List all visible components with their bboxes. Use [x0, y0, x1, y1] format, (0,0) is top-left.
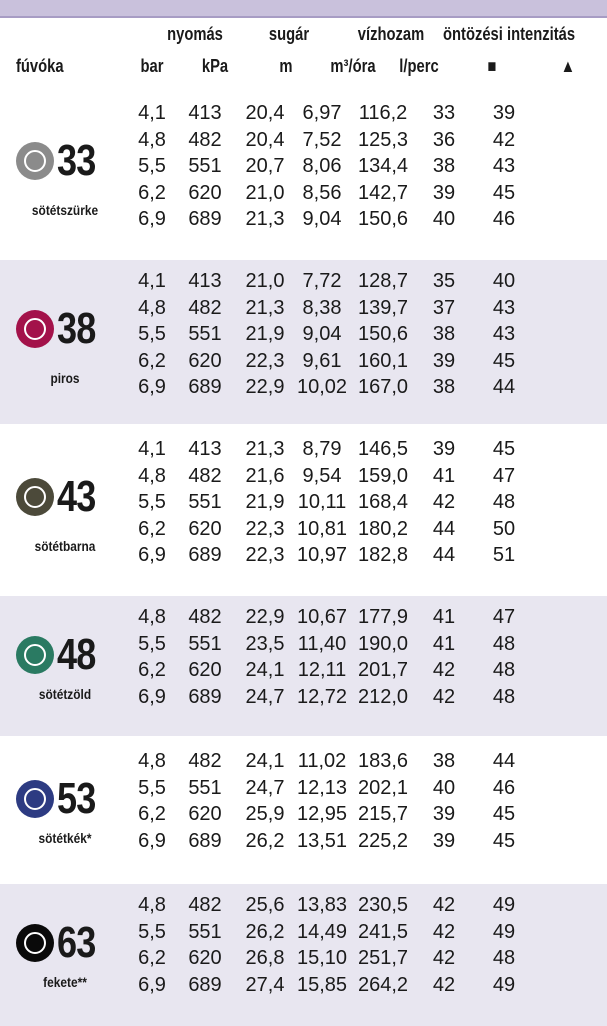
cell-pressure-kpa: 689: [188, 829, 222, 852]
cell-flow-lpm: 139,7: [357, 296, 409, 319]
cell-pressure-bar: 6,9: [138, 973, 166, 996]
cell-flow-lpm: 182,8: [357, 544, 409, 566]
cell-intensity-triangle: 47: [492, 606, 516, 628]
top-bar: [0, 0, 607, 18]
nozzle-ring-icon: [24, 486, 46, 508]
cell-flow-lpm: 212,0: [357, 685, 409, 708]
table-row: [130, 542, 607, 569]
cell-intensity-triangle: 45: [492, 438, 516, 460]
cell-radius-m: 21,9: [245, 323, 285, 345]
cell-pressure-kpa: 689: [188, 973, 222, 996]
cell-intensity-triangle: 48: [492, 491, 516, 513]
cell-pressure-bar: 5,5: [138, 323, 166, 345]
cell-radius-m: 23,5: [245, 632, 285, 655]
header-lpm: l/perc: [399, 56, 439, 76]
cell-flow-m3h: 6,97: [302, 102, 342, 124]
cell-intensity-triangle: 42: [492, 128, 516, 151]
cell-intensity-triangle: 43: [492, 296, 516, 319]
cell-intensity-square: 41: [432, 632, 456, 655]
cell-flow-m3h: 11,40: [297, 632, 347, 655]
cell-flow-lpm: 125,3: [357, 128, 409, 151]
nozzle-number: 48: [57, 630, 96, 679]
cell-pressure-bar: 4,8: [138, 606, 166, 628]
nozzle-rows: [130, 740, 607, 880]
nozzle-group-53: [0, 736, 607, 880]
cell-radius-m: 24,7: [245, 776, 285, 799]
nozzle-group-48: [0, 592, 607, 736]
nozzle-number: 53: [57, 774, 96, 823]
table-row: [130, 828, 607, 855]
cell-radius-m: 21,3: [245, 208, 285, 230]
cell-pressure-kpa: 551: [188, 632, 222, 655]
cell-intensity-triangle: 48: [492, 685, 516, 708]
cell-radius-m: 24,1: [245, 659, 285, 681]
cell-intensity-triangle: 45: [492, 829, 516, 852]
cell-flow-lpm: 159,0: [357, 464, 409, 487]
cell-pressure-bar: 6,9: [138, 544, 166, 566]
cell-intensity-triangle: 45: [492, 803, 516, 825]
nozzle-color-name: fekete**: [43, 974, 87, 990]
cell-intensity-square: 38: [432, 750, 456, 772]
cell-intensity-triangle: 49: [492, 894, 516, 916]
cell-intensity-square: 37: [432, 296, 456, 319]
table-row: [130, 604, 607, 631]
cell-radius-m: 21,9: [245, 491, 285, 513]
nozzle-ring-icon: [24, 150, 46, 172]
nozzle-color-disc-icon: [16, 478, 54, 516]
nozzle-label-cell: [0, 428, 130, 592]
cell-pressure-bar: 4,8: [138, 464, 166, 487]
cell-pressure-bar: 6,2: [138, 349, 166, 372]
table-row: [130, 436, 607, 463]
cell-flow-lpm: 215,7: [357, 803, 409, 825]
cell-flow-lpm: 160,1: [357, 349, 409, 372]
cell-pressure-kpa: 482: [188, 296, 222, 319]
table-row: [130, 516, 607, 543]
cell-pressure-bar: 4,1: [138, 438, 166, 460]
cell-pressure-kpa: 413: [188, 438, 222, 460]
cell-intensity-triangle: 45: [492, 349, 516, 372]
cell-pressure-kpa: 482: [188, 128, 222, 151]
cell-flow-m3h: 12,95: [296, 803, 348, 825]
nozzle-number: 43: [57, 472, 96, 521]
cell-radius-m: 22,9: [245, 606, 285, 628]
cell-flow-m3h: 9,61: [302, 349, 342, 372]
cell-pressure-kpa: 551: [188, 920, 222, 943]
header-square-icon: ■: [487, 56, 497, 76]
cell-flow-m3h: 7,72: [302, 270, 342, 292]
cell-radius-m: 20,7: [245, 155, 285, 177]
nozzle-color-name: sötétbarna: [34, 538, 96, 554]
nozzle-color-name: sötétzöld: [38, 686, 92, 702]
cell-flow-lpm: 183,6: [357, 750, 409, 772]
nozzle-label-cell: [0, 884, 130, 1026]
cell-intensity-square: 44: [432, 517, 456, 540]
table-row: [130, 153, 607, 180]
cell-intensity-triangle: 49: [492, 973, 516, 996]
header-pressure: nyomás: [167, 24, 223, 44]
cell-pressure-bar: 6,2: [138, 947, 166, 969]
nozzle-color-disc-icon: [16, 142, 54, 180]
cell-radius-m: 27,4: [245, 973, 285, 996]
cell-intensity-triangle: 43: [492, 155, 516, 177]
cell-intensity-square: 40: [432, 208, 456, 230]
cell-pressure-bar: 4,1: [138, 270, 166, 292]
cell-pressure-kpa: 413: [188, 270, 222, 292]
cell-pressure-kpa: 689: [188, 685, 222, 708]
cell-intensity-triangle: 48: [492, 659, 516, 681]
cell-intensity-triangle: 46: [492, 208, 516, 230]
cell-intensity-square: 39: [432, 803, 456, 825]
cell-intensity-triangle: 45: [492, 181, 516, 204]
cell-intensity-square: 42: [432, 659, 456, 681]
cell-pressure-bar: 5,5: [138, 632, 166, 655]
header-kpa: kPa: [201, 56, 229, 76]
nozzle-label-cell: [0, 740, 130, 880]
cell-flow-lpm: 201,7: [357, 659, 409, 681]
table-row: [130, 268, 607, 295]
table-row: [130, 295, 607, 322]
nozzle-ring-icon: [24, 644, 46, 666]
cell-intensity-square: 40: [432, 776, 456, 799]
table-row: [130, 919, 607, 946]
cell-pressure-kpa: 551: [188, 491, 222, 513]
cell-intensity-triangle: 51: [492, 544, 516, 566]
cell-radius-m: 21,6: [245, 464, 285, 487]
cell-flow-m3h: 9,54: [302, 464, 342, 487]
cell-radius-m: 22,9: [245, 376, 285, 398]
cell-intensity-square: 38: [432, 376, 456, 398]
cell-flow-lpm: 264,2: [357, 973, 409, 996]
table-row: [130, 206, 607, 233]
nozzle-number: 63: [57, 918, 96, 967]
cell-flow-m3h: 10,02: [296, 376, 348, 398]
cell-radius-m: 22,3: [245, 517, 285, 540]
cell-radius-m: 20,4: [245, 128, 285, 151]
table-row: [130, 489, 607, 516]
cell-flow-m3h: 13,83: [296, 894, 348, 916]
cell-intensity-triangle: 39: [492, 102, 516, 124]
cell-pressure-bar: 5,5: [138, 155, 166, 177]
table-row: [130, 374, 607, 401]
cell-intensity-square: 41: [432, 464, 456, 487]
cell-intensity-triangle: 48: [492, 632, 516, 655]
cell-intensity-square: 39: [432, 829, 456, 852]
cell-flow-m3h: 9,04: [302, 208, 342, 230]
cell-flow-lpm: 150,6: [357, 208, 409, 230]
cell-flow-m3h: 10,67: [296, 606, 348, 628]
table-header: [0, 18, 607, 88]
table-row: [130, 180, 607, 207]
nozzle-group-43: [0, 424, 607, 592]
cell-intensity-square: 39: [432, 349, 456, 372]
cell-flow-m3h: 12,13: [296, 776, 348, 799]
nozzle-table: [0, 88, 607, 1026]
cell-intensity-square: 42: [432, 920, 456, 943]
nozzle-number: 38: [57, 304, 96, 353]
table-row: [130, 348, 607, 375]
cell-pressure-bar: 5,5: [138, 491, 166, 513]
header-radius: sugár: [268, 24, 310, 44]
cell-intensity-triangle: 46: [492, 776, 516, 799]
cell-pressure-kpa: 413: [188, 102, 222, 124]
cell-pressure-bar: 4,8: [138, 750, 166, 772]
nozzle-rows: [130, 92, 607, 256]
cell-pressure-bar: 4,8: [138, 894, 166, 916]
table-row: [130, 972, 607, 999]
table-row: [130, 775, 607, 802]
cell-intensity-triangle: 47: [492, 464, 516, 487]
header-flow: vízhozam: [357, 24, 425, 44]
cell-flow-m3h: 8,06: [302, 155, 342, 177]
cell-pressure-kpa: 620: [188, 659, 222, 681]
cell-intensity-square: 38: [432, 155, 456, 177]
header-m: m: [279, 56, 293, 76]
cell-flow-lpm: 142,7: [357, 181, 409, 204]
cell-pressure-bar: 6,9: [138, 376, 166, 398]
cell-flow-m3h: 13,51: [296, 829, 348, 852]
cell-pressure-kpa: 551: [188, 776, 222, 799]
cell-pressure-bar: 6,2: [138, 181, 166, 204]
nozzle-color-name: piros: [50, 370, 80, 386]
cell-flow-m3h: 8,38: [302, 296, 342, 319]
cell-pressure-kpa: 482: [188, 464, 222, 487]
nozzle-label-cell: [0, 260, 130, 424]
cell-intensity-square: 42: [432, 947, 456, 969]
nozzle-badge: [16, 630, 104, 680]
cell-intensity-square: 42: [432, 894, 456, 916]
table-row: [130, 945, 607, 972]
cell-flow-lpm: 251,7: [357, 947, 409, 969]
cell-intensity-square: 42: [432, 491, 456, 513]
cell-intensity-square: 39: [432, 438, 456, 460]
cell-pressure-kpa: 551: [188, 323, 222, 345]
table-row: [130, 127, 607, 154]
cell-radius-m: 26,8: [245, 947, 285, 969]
nozzle-rows: [130, 596, 607, 736]
nozzle-label-cell: [0, 596, 130, 736]
cell-pressure-kpa: 551: [188, 155, 222, 177]
cell-pressure-kpa: 689: [188, 208, 222, 230]
cell-pressure-kpa: 620: [188, 803, 222, 825]
cell-flow-lpm: 167,0: [357, 376, 409, 398]
nozzle-color-disc-icon: [16, 310, 54, 348]
table-row: [130, 684, 607, 711]
cell-pressure-bar: 6,9: [138, 685, 166, 708]
cell-flow-m3h: 9,04: [302, 323, 342, 345]
nozzle-color-disc-icon: [16, 780, 54, 818]
cell-radius-m: 26,2: [245, 829, 285, 852]
cell-pressure-bar: 6,2: [138, 659, 166, 681]
cell-flow-lpm: 180,2: [357, 517, 409, 540]
cell-pressure-kpa: 620: [188, 947, 222, 969]
cell-flow-lpm: 146,5: [357, 438, 409, 460]
cell-intensity-triangle: 44: [492, 376, 516, 398]
cell-flow-m3h: 12,72: [296, 685, 348, 708]
cell-pressure-kpa: 689: [188, 376, 222, 398]
cell-intensity-square: 41: [432, 606, 456, 628]
table-row: [130, 657, 607, 684]
nozzle-badge: [16, 472, 104, 522]
cell-flow-lpm: 177,9: [357, 606, 409, 628]
cell-pressure-bar: 4,8: [138, 296, 166, 319]
cell-flow-m3h: 14,49: [296, 920, 348, 943]
cell-flow-lpm: 225,2: [357, 829, 409, 852]
cell-pressure-bar: 6,9: [138, 208, 166, 230]
nozzle-rows: [130, 884, 607, 1026]
header-intensity: öntözési intenzitás: [443, 24, 576, 44]
cell-radius-m: 22,3: [245, 349, 285, 372]
cell-intensity-square: 33: [432, 102, 456, 124]
table-row: [130, 321, 607, 348]
header-triangle-icon: ▲: [560, 56, 576, 76]
table-row: [130, 463, 607, 490]
cell-pressure-kpa: 620: [188, 349, 222, 372]
nozzle-group-38: [0, 256, 607, 424]
cell-intensity-square: 42: [432, 973, 456, 996]
cell-radius-m: 21,0: [245, 181, 285, 204]
cell-flow-m3h: 10,81: [296, 517, 348, 540]
cell-flow-m3h: 10,11: [297, 491, 347, 513]
nozzle-rows: [130, 260, 607, 424]
cell-flow-m3h: 8,56: [302, 181, 342, 204]
cell-intensity-square: 39: [432, 181, 456, 204]
header-m3h: m³/óra: [330, 56, 376, 76]
cell-flow-lpm: 230,5: [357, 894, 409, 916]
cell-flow-lpm: 202,1: [357, 776, 409, 799]
cell-radius-m: 21,0: [245, 270, 285, 292]
cell-pressure-kpa: 482: [188, 606, 222, 628]
cell-flow-lpm: 128,7: [357, 270, 409, 292]
cell-intensity-square: 36: [432, 128, 456, 151]
cell-intensity-triangle: 40: [492, 270, 516, 292]
nozzle-badge: [16, 918, 104, 968]
nozzle-color-disc-icon: [16, 636, 54, 674]
cell-pressure-bar: 4,8: [138, 128, 166, 151]
cell-flow-m3h: 11,02: [297, 750, 347, 772]
nozzle-badge: [16, 136, 104, 186]
cell-radius-m: 22,3: [245, 544, 285, 566]
cell-flow-m3h: 15,85: [296, 973, 348, 996]
cell-pressure-kpa: 620: [188, 517, 222, 540]
cell-pressure-bar: 5,5: [138, 920, 166, 943]
nozzle-badge: [16, 774, 104, 824]
cell-pressure-kpa: 620: [188, 181, 222, 204]
table-row: [130, 100, 607, 127]
nozzle-badge: [16, 304, 104, 354]
nozzle-color-disc-icon: [16, 924, 54, 962]
cell-pressure-kpa: 482: [188, 750, 222, 772]
cell-intensity-triangle: 43: [492, 323, 516, 345]
cell-pressure-bar: 6,9: [138, 829, 166, 852]
cell-flow-lpm: 150,6: [357, 323, 409, 345]
cell-flow-m3h: 8,79: [302, 438, 342, 460]
cell-flow-lpm: 116,2: [358, 102, 408, 124]
table-row: [130, 801, 607, 828]
cell-intensity-square: 44: [432, 544, 456, 566]
cell-radius-m: 20,4: [245, 102, 285, 124]
cell-flow-lpm: 241,5: [357, 920, 409, 943]
cell-intensity-triangle: 48: [492, 947, 516, 969]
cell-flow-lpm: 168,4: [357, 491, 409, 513]
cell-pressure-bar: 6,2: [138, 517, 166, 540]
cell-radius-m: 24,1: [245, 750, 285, 772]
cell-radius-m: 24,7: [245, 685, 285, 708]
cell-pressure-bar: 4,1: [138, 102, 166, 124]
cell-pressure-kpa: 689: [188, 544, 222, 566]
cell-pressure-bar: 5,5: [138, 776, 166, 799]
cell-intensity-square: 42: [432, 685, 456, 708]
cell-intensity-triangle: 50: [492, 517, 516, 540]
cell-pressure-bar: 6,2: [138, 803, 166, 825]
header-bar: bar: [140, 56, 164, 76]
cell-flow-m3h: 15,10: [296, 947, 348, 969]
cell-radius-m: 21,3: [245, 438, 285, 460]
cell-flow-m3h: 12,11: [297, 659, 347, 681]
nozzle-color-name: sötétszürke: [31, 202, 99, 218]
table-row: [130, 892, 607, 919]
cell-radius-m: 26,2: [245, 920, 285, 943]
cell-intensity-square: 38: [432, 323, 456, 345]
cell-flow-lpm: 134,4: [357, 155, 409, 177]
nozzle-ring-icon: [24, 318, 46, 340]
nozzle-ring-icon: [24, 788, 46, 810]
nozzle-label-cell: [0, 92, 130, 256]
nozzle-number: 33: [57, 136, 96, 185]
header-nozzle: fúvóka: [16, 56, 64, 76]
cell-pressure-kpa: 482: [188, 894, 222, 916]
cell-flow-lpm: 190,0: [357, 632, 409, 655]
nozzle-rows: [130, 428, 607, 592]
cell-radius-m: 25,6: [245, 894, 285, 916]
cell-intensity-triangle: 44: [492, 750, 516, 772]
cell-radius-m: 21,3: [245, 296, 285, 319]
cell-radius-m: 25,9: [245, 803, 285, 825]
cell-flow-m3h: 7,52: [302, 128, 342, 151]
cell-flow-m3h: 10,97: [296, 544, 348, 566]
nozzle-group-33: [0, 88, 607, 256]
nozzle-color-name: sötétkék*: [38, 830, 92, 846]
nozzle-ring-icon: [24, 932, 46, 954]
cell-intensity-square: 35: [432, 270, 456, 292]
table-row: [130, 748, 607, 775]
nozzle-group-63: [0, 880, 607, 1026]
table-row: [130, 631, 607, 658]
cell-intensity-triangle: 49: [492, 920, 516, 943]
